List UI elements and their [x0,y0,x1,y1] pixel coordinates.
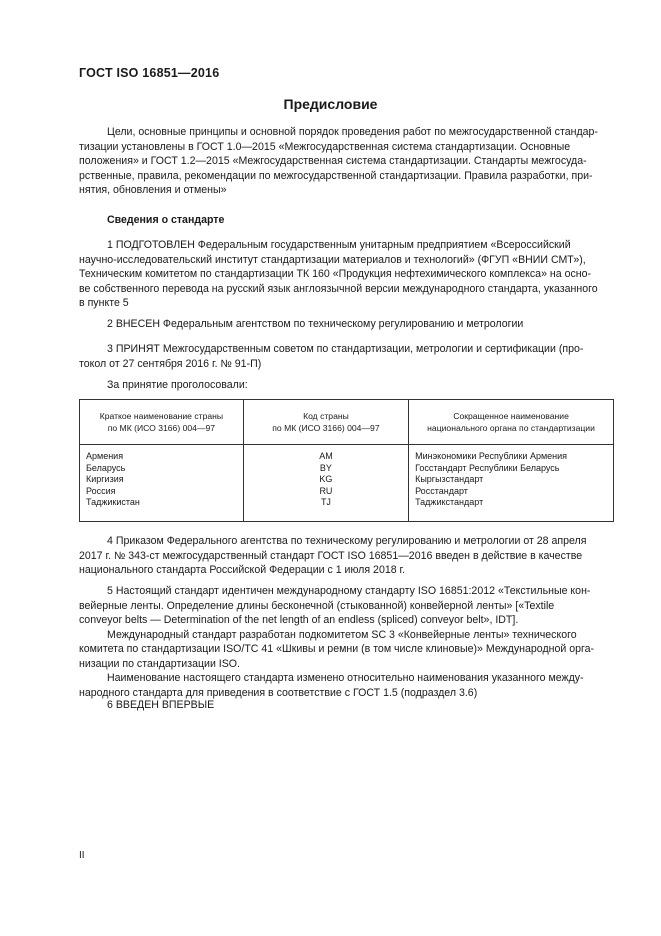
item-5 [79,584,614,700]
table-body-row [80,445,614,522]
country-name: Беларусь [86,462,126,473]
item-3-line: токол от 27 сентября 2016 г. № 91-П) [79,357,262,370]
item-1 [79,238,614,311]
item-5-line: вейерные ленты. Определение длины бесконечной (стыкованной) конвейерной ленты» [«Textile [79,599,555,612]
item-1-line: 1 ПОДГОТОВЛЕН Федеральным государственным унитарным предприятием «Всероссийский [107,239,571,251]
item-4-line: 2017 г. № 343-ст межгосударственный стандарт ГОСТ ISO 16851—2016 введен в действие в качестве [79,549,583,562]
item-1-line: Техническим комитетом по стандартизации ТК 160 «Продукция нефтехимического комплекса» на осно- [79,268,592,280]
standards-body: Кыргызстандарт [415,474,484,484]
item-6 [79,698,614,713]
item-3-line: 3 ПРИНЯТ Межгосударственным советом по стандартизации, метрологии и сертификации (про- [107,343,584,355]
item-5-line: 5 Настоящий стандарт идентичен международному стандарту ISO 16851:2012 «Текстильные кон- [107,585,591,597]
subheading: Сведения о стандарте [107,214,225,226]
standards-body: Таджикстандарт [415,497,484,507]
country-name: Таджикистан [86,497,140,507]
header-line: национального органа по стандартизации [427,423,595,433]
standards-body: Госстандарт Республики Беларусь [415,462,560,473]
country-code: TJ [320,497,331,507]
header-line: Краткое наименование страны [99,411,224,421]
item-4 [79,534,614,578]
intro-line: тизации установлены в ГОСТ 1.0—2015 «Межгосударственная система стандартизации. Основные [79,140,571,153]
item-5-line: conveyor belts — Determination of the net length of an endless (spliced) conveyor belt», IDT]. [79,614,519,626]
section-title: Предисловие [283,96,378,112]
page-number: II [79,850,85,861]
intro-paragraph [79,125,614,198]
code-column [243,445,408,522]
item-5-line: народного стандарта для приведения в соответствие с ГОСТ 1.5 (подраздел 3.6) [79,686,478,699]
intro-line: Цели, основные принципы и основной порядок проведения работ по межгосударственной стандар- [107,126,598,138]
voted-text: За принятие проголосовали: [107,379,248,391]
table-header-cell [80,400,244,445]
item-5-line: Наименование настоящего стандарта изменено относительно наименования указанного между- [107,672,584,684]
item-6-line: 6 ВВЕДЕН ВПЕРВЫЕ [107,699,215,711]
item-4-line: 4 Приказом Федерального агентства по техническому регулированию и метрологии от 28 апреля [107,535,587,547]
intro-line: нятия, обновления и отмены» [79,184,227,196]
item-3 [79,342,614,371]
header-line: по МК (ИСО 3166) 004—97 [107,423,216,433]
item-1-line: в пункте 5 [79,297,129,309]
header-line: Код страны [303,411,349,421]
item-1-line: научно-исследовательский институт стандартизации материалов и технологий» (ФГУП «ВНИИ СМТ»), [79,253,586,266]
header-line: по МК (ИСО 3166) 004—97 [272,423,380,433]
item-5-line: комитета по стандартизации ISO/TC 41 «Шкивы и ремни (в том числе клиновые)» Международной орга- [79,643,595,655]
voted-label [79,378,614,393]
item-5-line: низации по стандартизации ISO. [79,657,240,670]
table-header-row [80,400,614,445]
document-header: ГОСТ ISO 16851—2016 [79,66,220,80]
item-2 [79,317,614,332]
country-name: Россия [86,485,116,496]
voting-table [79,399,614,522]
country-code: BY [319,462,332,473]
country-name: Армения [86,451,124,461]
country-code: AM [319,451,333,461]
intro-line: рственные, правила, рекомендации по межгосударственной стандартизации. Правила разработки, при- [79,169,593,182]
item-4-line: национального стандарта Российской Федерации с 1 июля 2018 г. [79,564,406,576]
table-header-cell [243,400,408,445]
country-name: Киргизия [86,474,124,484]
standards-body: Минэкономики Республики Армения [415,451,568,461]
item-2-line: 2 ВНЕСЕН Федеральным агентством по техническому регулированию и метрологии [107,318,524,330]
item-5-line: Международный стандарт разработан подкомитетом SC 3 «Конвейерные ленты» технического [107,628,577,641]
country-code: KG [319,474,333,484]
intro-line: положения» и ГОСТ 1.2—2015 «Межгосударственная система стандартизации. Стандарты межгосуда- [79,155,587,167]
standards-body: Росстандарт [415,485,468,496]
item-1-line: ве собственного перевода на русский язык англоязычной версии международного стандарта, указанного [79,282,598,295]
table-header-cell [409,400,614,445]
country-code: RU [319,485,333,496]
body-column [409,445,614,522]
country-column [80,445,244,522]
header-line: Сокращенное наименование [453,411,569,421]
